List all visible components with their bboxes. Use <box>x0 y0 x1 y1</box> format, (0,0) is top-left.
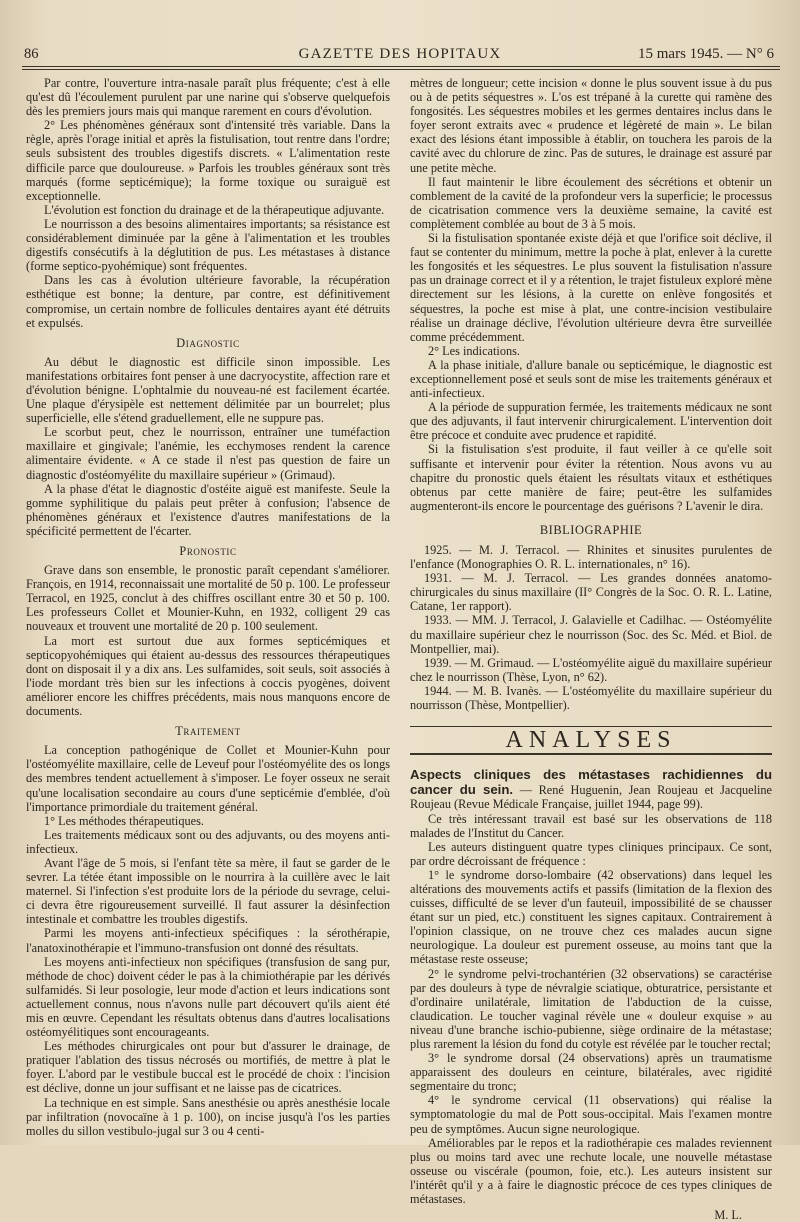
analyses-heading: ANALYSES <box>505 727 677 754</box>
paragraph: Dans les cas à évolution ultérieure favorable, la récupération esthétique est bonne; la denture, par contre, est définitivement compromise, un certain nombre de follicules dentaires ayant été détruits et expulsés. <box>26 273 390 330</box>
paragraph: 1° Les méthodes thérapeutiques. <box>44 813 204 828</box>
bibliography-heading: BIBLIOGRAPHIE <box>539 522 643 537</box>
journal-title: GAZETTE DES HOPITAUX <box>298 46 502 62</box>
paragraph: Les auteurs distinguent quatre types cliniques principaux. Ce sont, par ordre décroissant de fréquence : <box>410 839 772 868</box>
issue-date: 15 mars 1945. — N° 6 <box>638 46 774 62</box>
bibliography-list <box>410 543 772 712</box>
article-title: Aspects cliniques des métastases rachidiennes du cancer du sein. <box>410 767 772 798</box>
right-column-body <box>410 76 772 513</box>
right-column <box>410 76 772 1222</box>
paragraph: 3° le syndrome dorsal (24 observations) après un traumatisme apparaissent des douleurs en ceinture, bilatérales, avec rigidité segmentaire du tronc; <box>410 1051 772 1094</box>
paragraph: Améliorables par le repos et la radiothérapie ces malades reviennent plus ou moins tard avec une rechute locale, une nouvelle métastase osseuse ou viscérale (poumon, foie, etc.). Les auteurs insistent sur l'intérêt qu'il y a à faire le diagnostic précoce de ces types cliniques de métastases. <box>410 1135 772 1207</box>
article-authors: — René Huguenin, Jean Roujeau et Jacqueline Roujeau (Revue Médicale Française, juillet 1944, page 99). <box>410 783 773 812</box>
bibliography-entry: 1939. — M. Grimaud. — L'ostéomyélite aiguë du maxillaire supérieur chez le nourrisson (Thèse, Lyon, n° 62). <box>410 655 772 684</box>
paragraph: Avant l'âge de 5 mois, si l'enfant tète sa mère, il faut se garder de le sevrer. La tétée étant impossible on le nourrira à la cuillère avec le lait maternel. Si l'infection s'est produite lors de la période du sevrage, celui-ci devra être rigoureusement surveillé. Il faut assurer la désinfection intestinale et combattre les troubles digestifs. <box>26 855 390 927</box>
paragraph: 2° Les indications. <box>428 343 521 358</box>
paragraph: Les moyens anti-infectieux non spécifiques (transfusion de sang pur, méthode de choc) doivent céder le pas à la chimiothérapie par les dérivés sulfamidés. Si leur posologie, leur mode d'action et leurs indications sont actuellement connus, nous n'avons nulle part découvert qu'ils aient été mis en œuvre. Cependant les résultats obtenus dans d'autres localisations ostéomyélitiques sont encourageants. <box>26 954 390 1040</box>
article-header <box>410 767 772 811</box>
analyses-body <box>410 812 772 1207</box>
paragraph: La mort est surtout due aux formes septicémiques et septicopyohémiques qui étaient au-dessus des ressources thérapeutiques dont on disposait il y a dix ans. Les sulfamides, soit seuls, soit associés à l'iode mordant très bien sur les infections à coccis pyogènes, doivent améliorer encore les chiffres précédents, mais nous manquons encore de documents. <box>26 633 390 719</box>
paragraph: Ce très intéressant travail est basé sur les observations de 118 malades de l'Institut du Cancer. <box>410 811 772 840</box>
bibliography-entry: 1931. — M. J. Terracol. — Les grandes données anatomo-chirurgicales du sinus maxillaire (II° Congrès de la Soc. O. R. L. Latine, Catane, 1er rapport). <box>410 571 772 614</box>
paragraph: Au début le diagnostic est difficile sinon impossible. Les manifestations orbitaires font penser à une dacryocystite, affection rare et d'évolution bénigne. L'ophtalmie du nouveau-né est facilement écartée. Une plaque d'érysipèle est nettement délimitée par un bourrelet; plus superficielle, elle s'étend graduellement, elle ne suppure pas. <box>26 354 390 426</box>
paragraph: Parmi les moyens anti-infectieux spécifiques : la sérothérapie, l'anatoxinothérapie et l'immuno-transfusion ont donné des résultats. <box>26 926 390 955</box>
analyses-rule-bottom <box>410 753 772 755</box>
section-heading: Traitement <box>175 724 241 739</box>
section-heading: Diagnostic <box>176 335 240 350</box>
paragraph: La technique en est simple. Sans anesthésie ou après anesthésie locale par infiltration (novocaïne à 1 p. 100), on incise jusqu'à l'os les parties molles du sillon vestibulo-jugal sur 3 ou 4 centi- <box>26 1095 390 1138</box>
paragraph: Les traitements médicaux sont ou des adjuvants, ou des moyens anti-infectieux. <box>26 827 390 856</box>
bibliography-entry: 1925. — M. J. Terracol. — Rhinites et sinusites purulentes de l'enfance (Monographies O. R. L. internationales, n° 16). <box>410 543 772 572</box>
paragraph: 2° le syndrome pelvi-trochantérien (32 observations) se caractérise par des douleurs à type de névralgie sciatique, obturatrice, persistante et d'ordinaire unilatérale, limitation de l'abduction de la cuisse, claudication. Le toucher vaginal révèle une « douleur exquise » au niveau d'une branche ischio-pubienne, siège ordinaire de la métastase; plus rarement la lésion du fond du cotyle est révélée par le toucher rectal; <box>410 966 772 1051</box>
header-rule-2 <box>22 69 780 70</box>
paragraph: A la phase d'état le diagnostic d'ostéite aiguë est manifeste. Seule la gomme syphilitique du palais peut prêter à confusion; l'absence de phénomènes généraux et l'existence d'autres manifestations de la spécificité permettent de l'écarter. <box>26 481 390 538</box>
paragraph: Si la fistulisation s'est produite, il faut veiller à ce qu'elle soit suffisante et intervenir pour éviter la rétention. Nous avons vu au chapitre du pronostic quels étaient les résultats vitaux et esthétiques obtenus par cette manière de faire; peut-être les sulfamides augmenteront-ils encore le pourcentage des guérisons ? L'avenir le dira. <box>410 442 772 513</box>
paragraph: 2° Les phénomènes généraux sont d'intensité très variable. Dans la règle, après l'orage initial et après la fistulisation, tout rentre dans l'ordre; seuls subsistent des troubles digestifs discrets. « L'alimentation reste difficile parce que douloureuse. » Parfois les troubles généraux sont très marqués (forme septicémique); la forme toxique ou suraiguë est exceptionnelle. <box>26 118 390 203</box>
paragraph: Les méthodes chirurgicales ont pour but d'assurer le drainage, de pratiquer l'ablation des tissus nécrosés ou mortifiés, de mettre à plat le foyer. L'abord par le vestibule buccal est le procédé de choix : l'incision est déclive, donne un jour suffisant et ne laisse pas de cicatrices. <box>26 1039 390 1096</box>
paragraph: Le scorbut peut, chez le nourrisson, entraîner une tuméfaction maxillaire et gingivale; l'anémie, les ecchymoses rendent la carence alimentaire évidente. « A ce stade il n'est pas question de faire un diagnostic d'ostéomyélite du maxillaire supérieur » (Grimaud). <box>26 425 390 482</box>
page-header <box>24 44 776 66</box>
paragraph: A la période de suppuration fermée, les traitements médicaux ne sont que des adjuvants, il faut intervenir chirurgicalement. L'intervention doit être précoce et conduite avec prudence et rapidité. <box>410 400 772 443</box>
paragraph: mètres de longueur; cette incision « donne le plus souvent issue à du pus ou à de petits séquestres ». L'os est trépané à la curette qui ramène des fongosités. Les séquestres mobiles et les germes dentaires inclus dans le foyer seront extraits avec « prudence et légèreté de main ». Le bilan exact des lésions étant impossible à établir, on touchera les parois de la cavité avec du chlorure de zinc. Pas de sutures, le drainage est assuré par une petite mèche. <box>410 76 772 175</box>
bibliography-entry: 1933. — MM. J. Terracol, J. Galavielle et Cadilhac. — Ostéomyélite du maxillaire supérieur chez le nourrisson (Soc. des Sc. Méd. et Biol. de Montpellier, mai). <box>410 613 772 656</box>
paragraph: Grave dans son ensemble, le pronostic paraît cependant s'améliorer. François, en 1914, reconnaissait une mortalité de 50 p. 100. Le professeur Terracol, en 1925, conclut à des chiffres oscillant entre 30 et 50 p. 100. Les professeurs Collet et Mounier-Kuhn, en 1932, colligent 29 cas nouveaux et trouvent une mortalité de 20 p. 100 seulement. <box>26 563 390 634</box>
left-column <box>26 76 390 1138</box>
page-number: 86 <box>24 46 39 62</box>
paragraph: L'évolution est fonction du drainage et de la thérapeutique adjuvante. <box>44 202 385 217</box>
paragraph: A la phase initiale, d'allure banale ou septicémique, le diagnostic est exceptionnellement posé et seuls sont de mise les traitements généraux et anti-infectieux. <box>410 357 772 401</box>
paragraph: Si la fistulisation spontanée existe déjà et que l'orifice soit déclive, il faut se contenter du minimum, mettre la poche à plat, enlever à la curette les fongosités et les séquestres. Le plus souvent la fistulisation n'assure pas un drainage correct et il y a rétention, le trajet fistuleux exploré mène directement sur les lésions, à la curette on enlève fongosités et séquestres, la poche est mise à plat, une contre-incision vestibulaire réalise un drainage déclive, l'évolution ultérieure devra être surveillée comme précédemment. <box>410 231 772 344</box>
bibliography-entry: 1944. — M. B. Ivanès. — L'ostéomyélite du maxillaire supérieur du nourrisson (Thèse, Montpellier). <box>410 683 772 713</box>
paragraph: Il faut maintenir le libre écoulement des sécrétions et obtenir un comblement de la cavité de la profondeur vers la superficie; le processus de cicatrisation commence vers la deuxième semaine, la cavité est complètement comblée au bout de 3 à 5 mois. <box>410 174 772 231</box>
paragraph: 1° le syndrome dorso-lombaire (42 observations) dans lequel les altérations des mouvements actifs et passifs (limitation de la flexion des cuisses, difficulté de se lever d'un fauteuil, impossibilité de se chausser étant sur un pied, etc.) constituent les signes capitaux. Contrairement à l'opinion classique, on ne trouve chez ces malades aucun signe neurologique. La douleur est purement osseuse, au moins tant que la métastase reste osseuse; <box>410 867 772 967</box>
section-heading: Pronostic <box>179 544 237 558</box>
paragraph: Par contre, l'ouverture intra-nasale paraît plus fréquente; c'est à elle qu'est dû l'écoulement purulent par une narine qui s'observe quelquefois dès les premiers jours mais qui manque rarement en cours d'évolution. <box>26 76 390 119</box>
header-rule <box>22 66 780 67</box>
article-signature: M. L. <box>714 1208 742 1222</box>
paragraph: Le nourrisson a des besoins alimentaires importants; sa résistance est considérablement diminuée par la gêne à l'alimentation et les troubles digestifs consécutifs à la déglutition de pus. Les métastases à distance (forme septico-pyohémique) sont fréquentes. <box>26 216 390 274</box>
paragraph: La conception pathogénique de Collet et Mounier-Kuhn pour l'ostéomyélite maxillaire, celle de Leveuf pour l'ostéomyélite des os longs des membres tendent actuellement à s'imposer. Le foyer osseux ne serait qu'une localisation secondaire au cours d'une septicémie d'emblée, d'où l'importance primordiale du traitement général. <box>26 743 390 814</box>
paragraph: 4° le syndrome cervical (11 observations) qui réalise la symptomatologie du mal de Pott sous-occipital. Mais l'examen montre peu de symptômes. Aucun signe neurologique. <box>410 1093 772 1136</box>
